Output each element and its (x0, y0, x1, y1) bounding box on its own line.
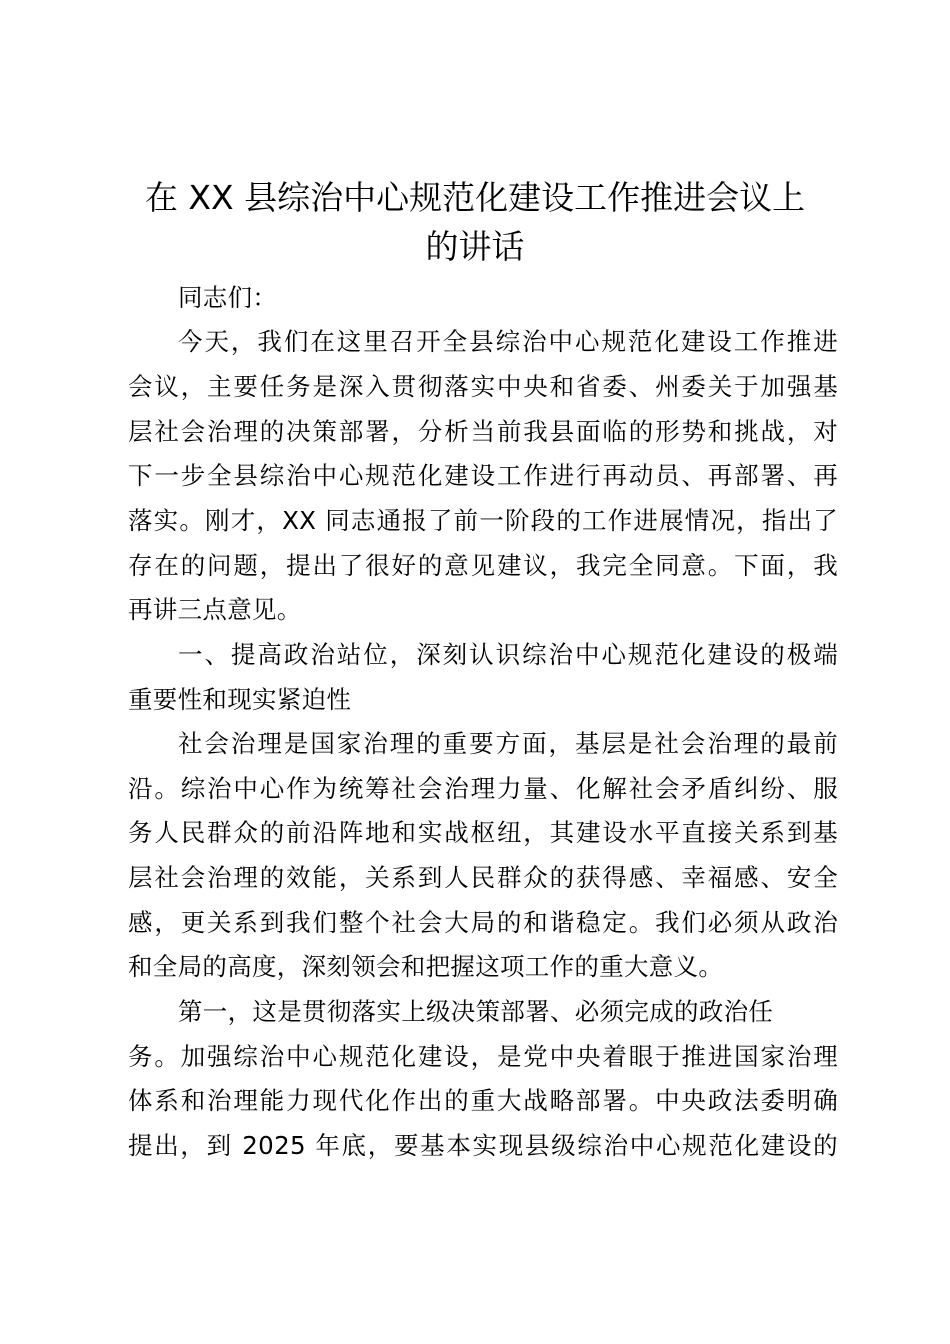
paragraph-3-line: 提出，到 2025 年底，要基本实现县级综治中心规范化建设的 (128, 1131, 838, 1160)
paragraph-1-line: 落实。刚才，XX 同志通报了前一阶段的工作进展情况，指出了 (128, 506, 838, 535)
document-title-line-2: 的讲话 (425, 227, 525, 266)
document-title-line-1: 在 XX 县综治中心规范化建设工作推进会议上 (144, 178, 806, 217)
section-heading-1-line: 重要性和现实紧迫性 (128, 685, 352, 714)
section-heading-1-line: 一、提高政治站位，深刻认识综治中心规范化建设的极端 (178, 640, 838, 669)
paragraph-2-line: 感，更关系到我们整个社会大局的和谐稳定。我们必须从政治 (128, 908, 838, 937)
paragraph-3-line: 第一，这是贯彻落实上级决策部署、必须完成的政治任 (178, 997, 774, 1026)
paragraph-2-line: 务人民群众的前沿阵地和实战枢纽，其建设水平直接关系到基 (128, 818, 838, 847)
paragraph-1-line: 今天，我们在这里召开全县综治中心规范化建设工作推进 (178, 327, 838, 356)
paragraph-2-line: 和全局的高度，深刻领会和把握这项工作的重大意义。 (128, 952, 724, 981)
paragraph-1-line: 下一步全县综治中心规范化建设工作进行再动员、再部署、再 (128, 461, 838, 490)
paragraph-1-line: 会议，主要任务是深入贯彻落实中央和省委、州委关于加强基 (128, 372, 838, 401)
paragraph-1-line: 存在的问题，提出了很好的意见建议，我完全同意。下面，我 (128, 551, 838, 580)
paragraph-2-line: 沿。综治中心作为统筹社会治理力量、化解社会矛盾纠纷、服 (128, 774, 838, 803)
paragraph-3-line: 务。加强综治中心规范化建设，是党中央着眼于推进国家治理 (128, 1042, 838, 1071)
paragraph-2-line: 社会治理是国家治理的重要方面，基层是社会治理的最前 (178, 729, 838, 758)
paragraph-3-line: 体系和治理能力现代化作出的重大战略部署。中央政法委明确 (128, 1086, 838, 1115)
salutation: 同志们： (178, 283, 278, 312)
paragraph-2-line: 层社会治理的效能，关系到人民群众的获得感、幸福感、安全 (128, 863, 838, 892)
paragraph-1-line: 再讲三点意见。 (128, 595, 302, 624)
paragraph-1-line: 层社会治理的决策部署，分析当前我县面临的形势和挑战，对 (128, 417, 838, 446)
